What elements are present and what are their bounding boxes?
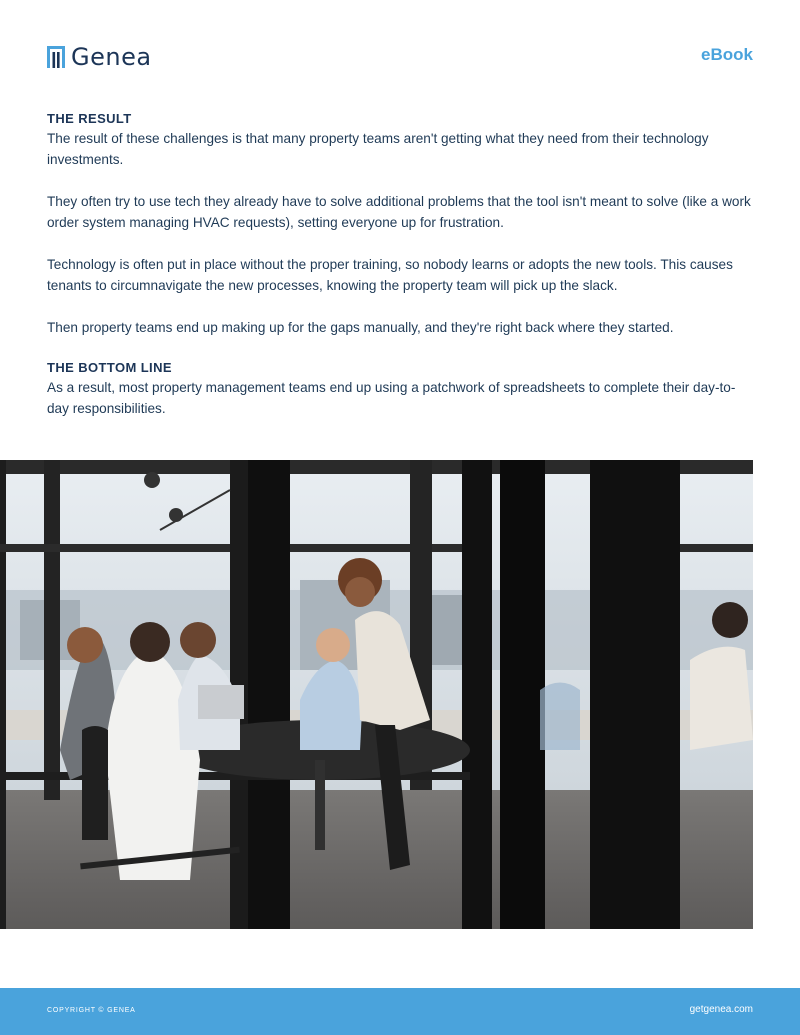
result-paragraph-3: Technology is often put in place without the proper training, so nobody learns or adopts the new tools. This causes tenants to circumnavigate the new processes, knowing the property team will pick up the slack. <box>47 257 733 293</box>
genea-logo <box>47 44 152 70</box>
result-paragraph-2: They often try to use tech they already have to solve additional problems that the tool isn't meant to solve (like a work order system managing HVAC requests), setting everyone up for frustration. <box>47 194 751 230</box>
office-meeting-photo <box>0 460 753 929</box>
document-type-label: eBook <box>701 45 753 64</box>
section-heading-bottom-line: THE BOTTOM LINE <box>47 360 172 375</box>
photo-illustration <box>0 460 753 929</box>
logo-wordmark: Genea <box>71 43 152 71</box>
bottom-line-paragraph: As a result, most property management teams end up using a patchwork of spreadsheets to complete their day-to-day responsibilities. <box>47 380 736 416</box>
copyright-text: COPYRIGHT © GENEA <box>47 1007 136 1014</box>
section-heading-result: THE RESULT <box>47 111 132 126</box>
page-header <box>47 44 753 72</box>
article-body <box>47 108 757 419</box>
result-paragraph-4: Then property teams end up making up for the gaps manually, and they're right back where they started. <box>47 320 674 335</box>
result-paragraph-1: The result of these challenges is that many property teams aren't getting what they need from their technology investments. <box>47 131 709 167</box>
website-link[interactable]: getgenea.com <box>689 1004 753 1015</box>
genea-logo-icon <box>47 46 65 68</box>
page-footer <box>0 988 800 1035</box>
